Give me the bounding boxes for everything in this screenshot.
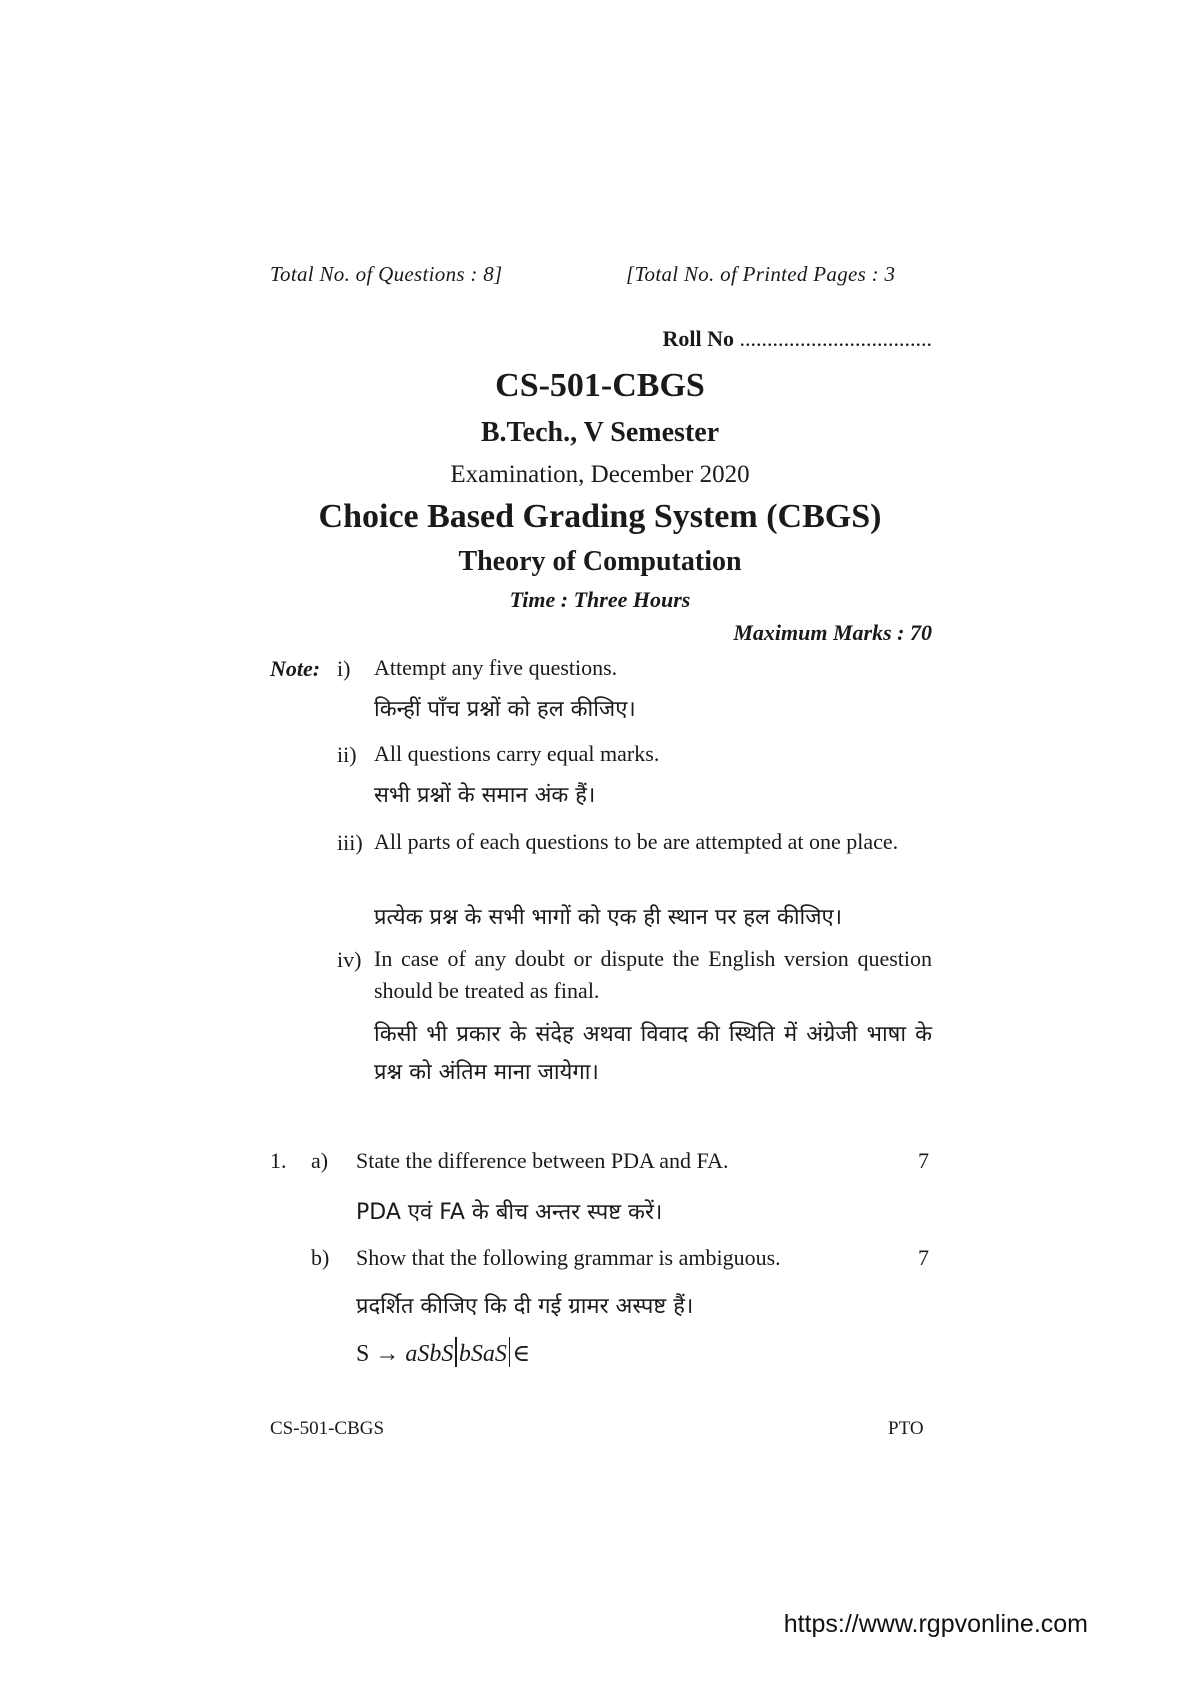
roll-number-line — [663, 326, 933, 352]
note-item-hindi: किसी भी प्रकार के संदेह अथवा विवाद की स्थिति में अंग्रेजी भाषा के प्रश्न को अंतिम माना जायेगा। — [374, 1022, 932, 1085]
note-item-english: Attempt any five questions. — [374, 655, 618, 680]
paper-code: CS-501-CBGS — [495, 367, 705, 404]
grading-system-title: Choice Based Grading System (CBGS) — [318, 498, 882, 535]
examination-date: Examination, December 2020 — [450, 461, 750, 488]
epsilon-symbol: ∈ — [512, 1341, 531, 1367]
footer-paper-code: CS-501-CBGS — [270, 1418, 385, 1439]
note-item-english: All parts of each questions to be are attempted at one place. — [374, 829, 899, 854]
alternation-bar — [455, 1337, 457, 1367]
grammar-lhs: S — [356, 1341, 370, 1367]
note-item-number: ii) — [337, 742, 357, 767]
note-item-number: i) — [337, 656, 351, 681]
note-item-hindi: प्रत्येक प्रश्न के सभी भागों को एक ही स्थान पर हल कीजिए। — [374, 905, 843, 930]
note-label: Note: — [270, 656, 321, 681]
note-item-number: iii) — [337, 830, 363, 855]
alternation-bar — [509, 1337, 511, 1367]
question-number: 1. — [270, 1148, 287, 1173]
grammar-production — [356, 1337, 530, 1368]
arrow-symbol: → — [375, 1341, 400, 1367]
question-part-hindi: PDA एवं FA के बीच अन्तर स्पष्ट करें। — [356, 1200, 663, 1225]
note-item-hindi: सभी प्रश्नों के समान अंक हैं। — [374, 783, 596, 808]
question-part-hindi: प्रदर्शित कीजिए कि दी गई ग्रामर अस्पष्ट हैं। — [356, 1294, 694, 1319]
total-questions: Total No. of Questions : 8] — [270, 262, 503, 286]
footer-pto: PTO — [888, 1418, 924, 1439]
roll-number-label: Roll No — [662, 326, 734, 351]
watermark-url: https://www.rgpvonline.com — [783, 1610, 1088, 1638]
maximum-marks: Maximum Marks : 70 — [733, 620, 932, 645]
note-item-english: In case of any doubt or dispute the English version question should be treated as final. — [374, 946, 932, 1003]
note-item-english: All questions carry equal marks. — [374, 741, 660, 766]
note-item-number: iv) — [337, 947, 362, 972]
subject-title: Theory of Computation — [458, 546, 742, 577]
time-allowed: Time : Three Hours — [509, 587, 691, 612]
note-item-hindi: किन्हीं पाँच प्रश्नों को हल कीजिए। — [374, 697, 636, 722]
question-part-label: a) — [311, 1148, 329, 1173]
degree-semester: B.Tech., V Semester — [480, 417, 720, 448]
question-part-marks: 7 — [918, 1245, 929, 1270]
question-part-marks: 7 — [918, 1148, 929, 1173]
roll-number-blank: ................................... — [734, 326, 932, 351]
question-part-english: State the difference between PDA and FA. — [356, 1148, 729, 1173]
question-part-label: b) — [311, 1245, 330, 1270]
grammar-alternative: aSbS — [405, 1341, 454, 1367]
grammar-alternative: bSaS — [458, 1341, 507, 1367]
question-part-english: Show that the following grammar is ambiguous. — [356, 1245, 781, 1270]
total-printed-pages: [Total No. of Printed Pages : 3 — [626, 262, 896, 286]
